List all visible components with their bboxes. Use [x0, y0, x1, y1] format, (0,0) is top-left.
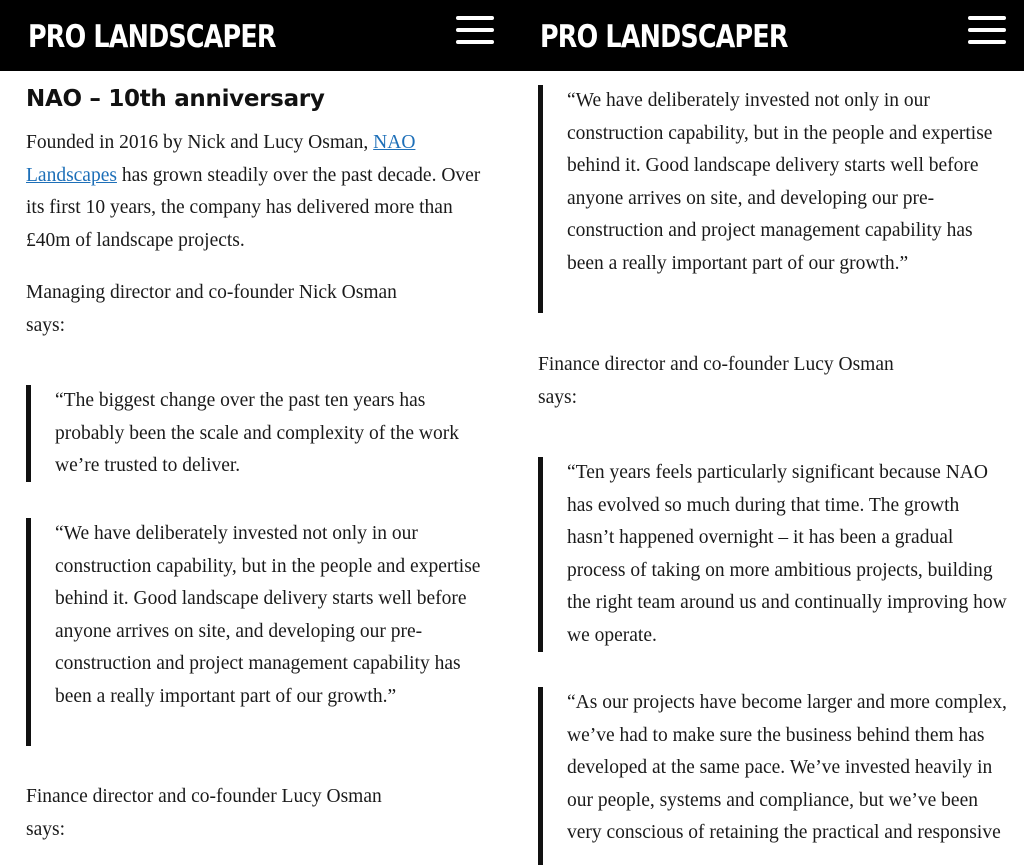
quote-text: “The biggest change over the past ten years has probably been the scale and complexity of the work we’re trusted to deliver.: [55, 390, 459, 477]
article-heading: NAO – 10th anniversary: [26, 86, 325, 112]
nick-quote-1: [26, 385, 486, 482]
lucy-says-label: says:: [26, 818, 65, 840]
site-logo[interactable]: PRO LANDSCAPER: [28, 19, 276, 55]
lucy-says-label: says:: [538, 386, 577, 408]
quote-text: “We have deliberately invested not only in our construction capability, but in the people and expertise behind it. Good landscape delivery starts well before anyone arrives on site, and developing our pre-construction and project management capability has been a really important part of our growth.”: [55, 523, 481, 707]
intro-paragraph: [26, 127, 496, 257]
lucy-quote-2: [538, 687, 1008, 865]
nao-landscapes-link[interactable]: NAO Landscapes: [26, 132, 416, 186]
site-header: [0, 0, 512, 71]
lucy-speaker-intro: [538, 349, 1008, 414]
nick-speaker-intro: [26, 277, 496, 342]
intro-text-start: Founded in 2016 by Nick and Lucy Osman,: [26, 132, 374, 153]
quote-text: “We have deliberately invested not only in our construction capability, but in the people and expertise behind it. Good landscape delivery starts well before anyone arrives on site, and developing our pre-construction and project management capability has been a really important part of our growth.”: [567, 90, 993, 274]
lucy-speaker-name: Finance director and co-founder Lucy Osman: [538, 354, 894, 375]
site-logo[interactable]: PRO LANDSCAPER: [540, 19, 788, 55]
lucy-quote-1: [538, 457, 1008, 652]
lucy-speaker-name: Finance director and co-founder Lucy Osman: [26, 786, 382, 807]
nick-says-label: says:: [26, 314, 65, 336]
nick-quote-2: [26, 518, 486, 746]
intro-text-end: has grown steadily over the past decade. Over its first 10 years, the company has delivered more than £40m of landscape projects.: [26, 164, 481, 251]
nick-speaker-name: Managing director and co-founder Nick Osman: [26, 282, 397, 303]
hamburger-menu-icon[interactable]: [968, 16, 1006, 46]
right-screenshot-panel: [512, 0, 1024, 865]
hamburger-menu-icon[interactable]: [456, 16, 494, 46]
lucy-speaker-intro: [26, 781, 496, 846]
site-header: [512, 0, 1024, 71]
quote-text: “Ten years feels particularly significant because NAO has evolved so much during that time. The growth hasn’t happened overnight – it has been a gradual process of taking on more ambitious projects, building the right team around us and continually improving how we operate.: [567, 462, 1007, 646]
nick-quote-2-continued: [538, 85, 1008, 313]
quote-text: “As our projects have become larger and more complex, we’ve had to make sure the business behind them has developed at the same pace. We’ve invested heavily in our people, systems and compliance, but we’ve been very conscious of retaining the practical and responsive: [567, 692, 1007, 844]
